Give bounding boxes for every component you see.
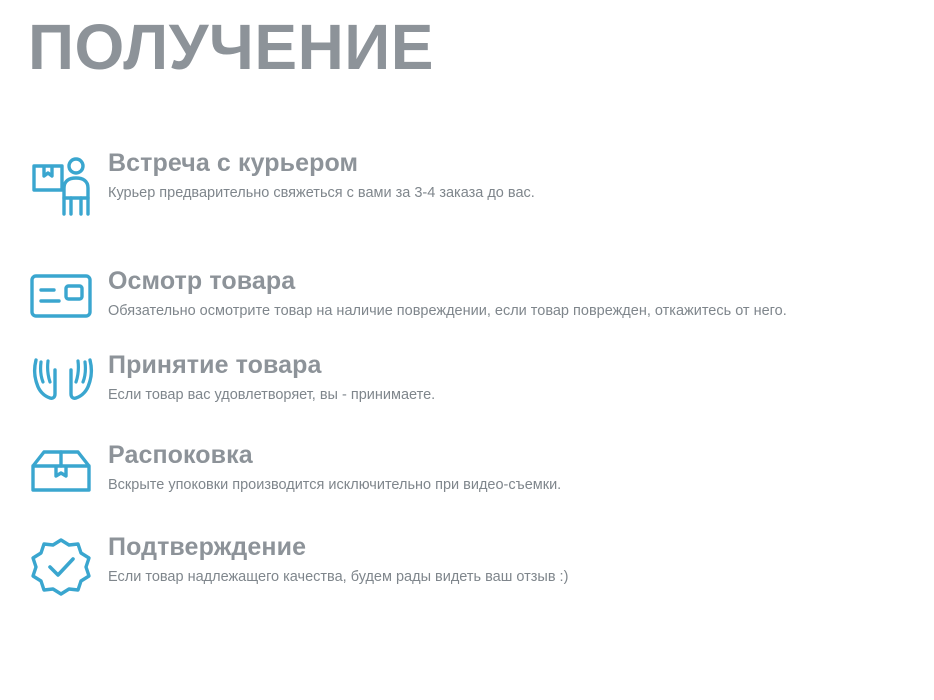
list-item (0, 266, 934, 322)
two-hands-accept-icon (28, 350, 104, 406)
list-item-body (104, 266, 934, 322)
courier-delivery-icon (28, 148, 104, 226)
open-box-icon (28, 440, 104, 498)
list-item (0, 148, 934, 226)
step-title: Осмотр товара (108, 267, 296, 295)
step-description: Курьер предварительно свяжеться с вами за 3-4 заказа до вас. (108, 185, 535, 201)
list-item (0, 532, 934, 606)
step-description: Если товар вас удовлетворяет, вы - принимаете. (108, 387, 436, 403)
list-item-body (104, 350, 934, 406)
check-badge-icon (28, 532, 104, 606)
package-inspect-card-icon (28, 266, 104, 322)
steps-list (0, 148, 934, 606)
step-title: Распоковка (108, 441, 253, 469)
list-item (0, 350, 934, 406)
list-item (0, 440, 934, 498)
list-item-body (104, 440, 934, 496)
step-title: Подтверждение (108, 533, 307, 561)
list-item-body (104, 532, 934, 588)
step-title: Принятие товара (108, 351, 322, 379)
step-title: Встреча с курьером (108, 149, 359, 177)
list-item-body (104, 148, 934, 204)
step-description: Вскрыте упоковки производится исключительно при видео-съемки. (108, 477, 562, 493)
step-description: Если товар надлежащего качества, будем рады видеть ваш отзыв :) (108, 569, 569, 585)
step-description: Обязательно осмотрите товар на наличие повреждении, если товар поврежден, откажитесь от него. (108, 303, 787, 319)
page-title: ПОЛУЧЕНИЕ (28, 11, 434, 83)
